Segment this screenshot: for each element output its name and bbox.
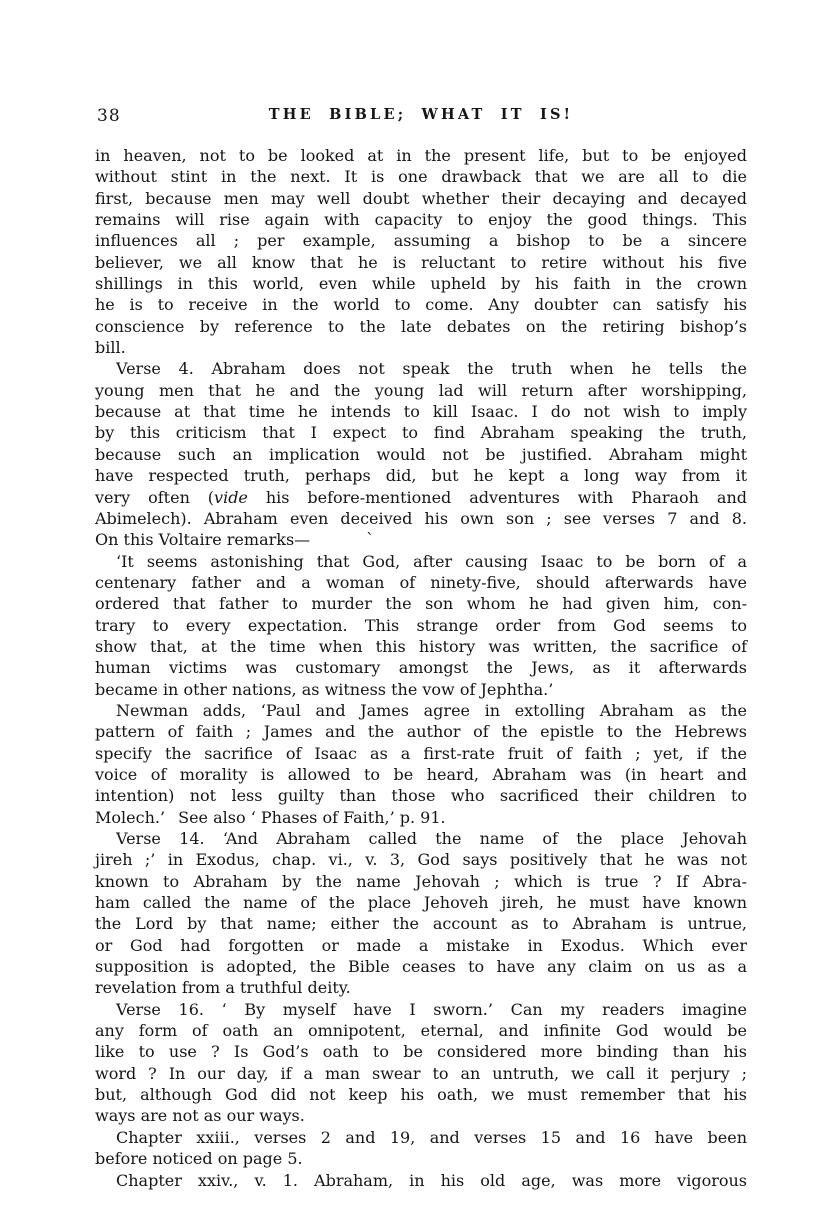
- paragraph: [95, 700, 747, 828]
- text-line: Newman adds, ‘Paul and James agree in extolling Abraham as the: [116, 700, 747, 720]
- text-line: [95, 487, 747, 508]
- text-line: show that, at the time when this history was written, the sacrifice of: [95, 636, 747, 656]
- italic-text: vide: [214, 487, 248, 507]
- text-line: supposition is adopted, the Bible ceases to have any claim on us as a: [95, 957, 747, 977]
- text-line: conscience by reference to the late debates on the retiring bishop’s: [95, 316, 747, 336]
- text-line: ordered that father to murder the son whom he had given him, con-: [95, 594, 747, 614]
- text-line: became in other nations, as witness the vow of Jephtha.’: [95, 679, 554, 699]
- text-line: he is to receive in the world to come. Any doubter can satisfy his: [95, 295, 747, 315]
- text-line: Molech.’ See also ‘ Phases of Faith,’ p. 91.: [95, 807, 446, 827]
- text-line: known to Abraham by the name Jehovah ; which is true ? If Abra-: [95, 871, 747, 891]
- text-line: On this Voltaire remarks— ˋ: [95, 530, 375, 550]
- text-line: specify the sacrifice of Isaac as a first-rate fruit of faith ; yet, if the: [95, 743, 747, 763]
- paragraph: [95, 358, 747, 550]
- text-line: the Lord by that name; either the account as to Abraham is untrue,: [95, 914, 747, 934]
- running-title: THE BIBLE; WHAT IT IS!: [268, 106, 574, 123]
- text-line: Verse 4. Abraham does not speak the truth when he tells the: [116, 359, 747, 379]
- text-line: because at that time he intends to kill Isaac. I do not wish to imply: [95, 402, 747, 422]
- text-line: voice of morality is allowed to be heard, Abraham was (in heart and: [95, 764, 747, 784]
- text-line: word ? In our day, if a man swear to an untruth, we call it perjury ;: [95, 1063, 747, 1083]
- text-block: [95, 145, 747, 1191]
- text-line: Chapter xxiv., v. 1. Abraham, in his old age, was more vigorous: [116, 1170, 747, 1190]
- text-line: Verse 16. ‘ By myself have I sworn.’ Can my readers imagine: [116, 999, 747, 1019]
- text-line: pattern of faith ; James and the author of the epistle to the Hebrews: [95, 722, 747, 742]
- paragraph: [95, 1170, 747, 1191]
- text-segment: very often (: [95, 487, 215, 507]
- text-line: believer, we all know that he is reluctant to retire without his five: [95, 252, 747, 272]
- page-header: [95, 103, 747, 127]
- paragraph: [95, 551, 747, 700]
- text-line: revelation from a truthful deity.: [95, 978, 351, 998]
- text-line: remains will rise again with capacity to enjoy the good things. This: [95, 210, 747, 230]
- text-line: before noticed on page 5.: [95, 1149, 303, 1169]
- text-line: young men that he and the young lad will return after worshipping,: [95, 380, 747, 400]
- text-line: in heaven, not to be looked at in the present life, but to be enjoyed: [95, 146, 747, 165]
- text-line: by this criticism that I expect to find Abraham speaking the truth,: [95, 423, 747, 443]
- paragraph: [95, 828, 747, 999]
- text-line: have respected truth, perhaps did, but he kept a long way from it: [95, 466, 747, 486]
- text-line: Chapter xxiii., verses 2 and 19, and verses 15 and 16 have been: [116, 1127, 747, 1147]
- text-line: first, because men may well doubt whether their decaying and decayed: [95, 188, 747, 208]
- text-segment: his before-mentioned adventures with Pharaoh and: [247, 487, 747, 507]
- text-line: like to use ? Is God’s oath to be considered more binding than his: [95, 1042, 747, 1062]
- text-line: any form of oath an omnipotent, eternal, and infinite God would be: [95, 1021, 747, 1041]
- text-line: centenary father and a woman of ninety-five, should afterwards have: [95, 572, 747, 592]
- paragraph: [95, 145, 747, 358]
- text-line: or God had forgotten or made a mistake in Exodus. Which ever: [95, 935, 747, 955]
- text-line: without stint in the next. It is one drawback that we are all to die: [95, 167, 747, 187]
- text-line: bill.: [95, 338, 126, 358]
- paragraph: [95, 1127, 747, 1170]
- text-line: trary to every expectation. This strange order from God seems to: [95, 615, 747, 635]
- text-line: ham called the name of the place Jehoveh jireh, he must have known: [95, 893, 747, 913]
- text-line: shillings in this world, even while upheld by his faith in the crown: [95, 274, 747, 294]
- text-line: ‘It seems astonishing that God, after causing Isaac to be born of a: [116, 551, 747, 571]
- text-line: but, although God did not keep his oath, we must remember that his: [95, 1085, 747, 1105]
- text-line: Verse 14. ‘And Abraham called the name of the place Jehovah: [116, 829, 747, 848]
- paragraph: [95, 999, 747, 1127]
- text-line: influences all ; per example, assuming a bishop to be a sincere: [95, 231, 747, 251]
- page-number: 38: [97, 106, 121, 126]
- text-line: intention) not less guilty than those who sacrificed their children to: [95, 786, 747, 806]
- text-line: Abimelech). Abraham even deceived his own son ; see verses 7 and 8.: [95, 508, 747, 528]
- text-line: human victims was customary amongst the Jews, as it afterwards: [95, 658, 747, 678]
- text-line: because such an implication would not be justified. Abraham might: [95, 444, 747, 464]
- text-line: jireh ;’ in Exodus, chap. vi., v. 3, God says positively that he was not: [95, 850, 747, 870]
- text-line: ways are not as our ways.: [95, 1106, 305, 1126]
